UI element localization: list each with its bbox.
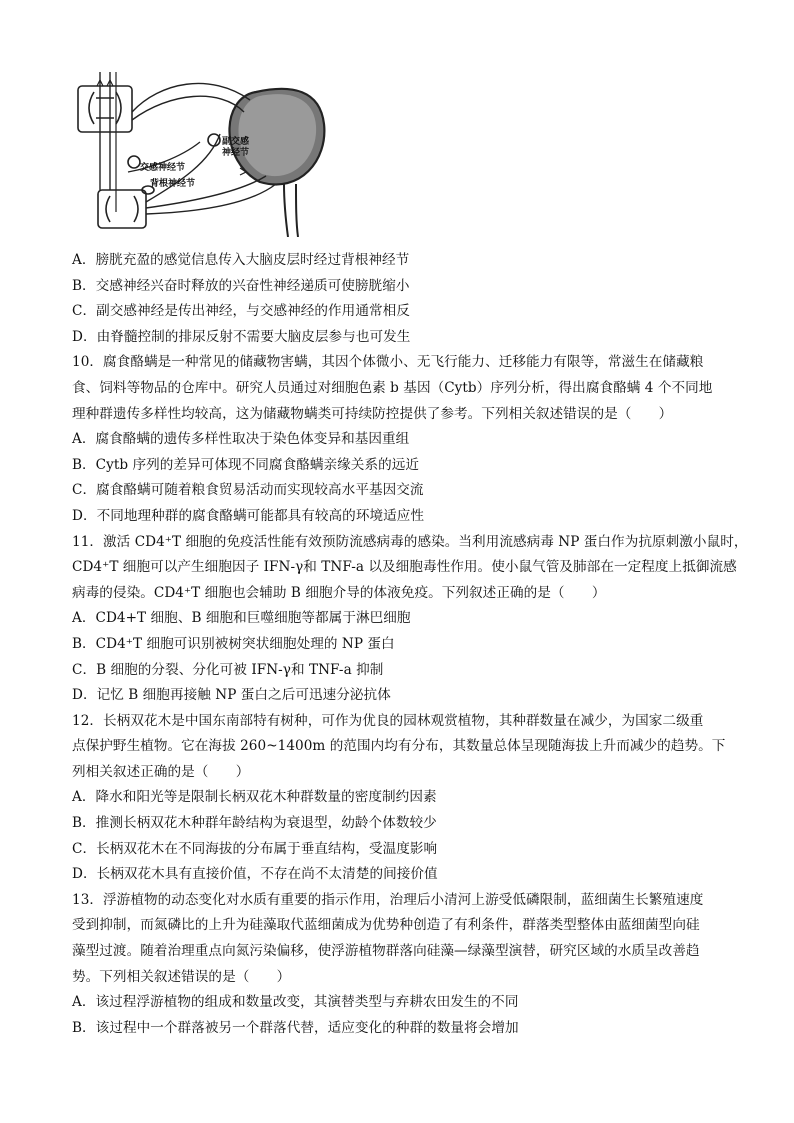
nerve-bladder-diagram — [70, 72, 330, 237]
question-13-line-4: 势。下列相关叙述错误的是（ ） — [72, 968, 291, 985]
label-dorsal-root-ganglion: 背根神经节 — [150, 179, 196, 189]
option-10d: D．不同地理种群的腐食酪螨可能都具有较高的环境适应性 — [72, 507, 425, 524]
option-9d: D．由脊髓控制的排尿反射不需要大脑皮层参与也可发生 — [72, 328, 411, 345]
label-sympathetic-ganglion: 交感神经节 — [140, 163, 186, 173]
option-10c: C．腐食酪螨可随着粮食贸易活动而实现较高水平基因交流 — [72, 482, 424, 499]
question-12-line-2: 点保护野生植物。它在海拔 260~1400m 的范围内均有分布，其数量总体呈现随海拔上升而减少的趋势。下 — [72, 738, 726, 755]
option-11b: B．CD4⁺T 细胞可识别被树突状细胞处理的 NP 蛋白 — [72, 635, 395, 652]
option-13b: B．该过程中一个群落被另一个群落代替，适应变化的种群的数量将会增加 — [72, 1019, 519, 1036]
question-11-line-1: 11．激活 CD4⁺T 细胞的免疫活性能有效预防流感病毒的感染。当利用流感病毒 NP 蛋白作为抗原刺激小鼠时， — [72, 533, 748, 550]
option-11a: A．CD4+T 细胞、B 细胞和巨噬细胞等都属于淋巴细胞 — [72, 610, 411, 627]
option-12a: A．降水和阳光等是限制长柄双花木种群数量的密度制约因素 — [72, 789, 437, 806]
option-12c: C．长柄双花木在不同海拔的分布属于垂直结构，受温度影响 — [72, 840, 438, 857]
option-10a: A．腐食酪螨的遗传多样性取决于染色体变异和基因重组 — [72, 431, 410, 448]
option-13a: A．该过程浮游植物的组成和数量改变，其演替类型与弃耕农田发生的不同 — [72, 994, 519, 1011]
question-10-line-2: 食、饲料等物品的仓库中。研究人员通过对细胞色素 b 基因（Cytb）序列分析，得出腐食酪螨 4 个不同地 — [72, 379, 713, 396]
label-parasympathetic-2: 神经节 — [222, 148, 250, 158]
question-11-line-2: CD4⁺T 细胞可以产生细胞因子 IFN-γ和 TNF-a 以及细胞毒性作用。使小鼠气管及肺部在一定程度上抵御流感 — [72, 559, 737, 576]
question-11-line-3: 病毒的侵染。CD4⁺T 细胞也会辅助 B 细胞介导的体液免疫。下列叙述正确的是（ ） — [72, 584, 606, 601]
question-13-line-3: 藻型过渡。随着治理重点向氮污染偏移，使浮游植物群落向硅藻—绿藻型演替，研究区域的水质呈改善趋 — [72, 943, 700, 960]
question-10-line-3: 理种群遗传多样性均较高，这为储藏物螨类可持续防控提供了参考。下列相关叙述错误的是（ ） — [72, 405, 673, 422]
option-12d: D．长柄双花木具有直接价值，不存在尚不太清楚的间接价值 — [72, 866, 438, 883]
sympathetic-ganglion — [128, 156, 140, 168]
question-12-line-3: 列相关叙述正确的是（ ） — [72, 763, 250, 780]
question-12-line-1: 12．长柄双花木是中国东南部特有树种，可作为优良的园林观赏植物，其种群数量在减少，为国家二级重 — [72, 712, 704, 729]
option-11d: D．记忆 B 细胞再接触 NP 蛋白之后可迅速分泌抗体 — [72, 687, 391, 704]
upper-spinal-section — [78, 86, 132, 132]
question-text — [72, 248, 748, 1041]
question-10-line-1: 10．腐食酪螨是一种常见的储藏物害螨，其因个体微小、无飞行能力、迁移能力有限等，常滋生在储藏粮 — [72, 354, 704, 371]
option-10b: B．Cytb 序列的差异可体现不同腐食酪螨亲缘关系的远近 — [72, 456, 420, 473]
label-parasympathetic-1: 副交感 — [222, 137, 250, 147]
option-11c: C．B 细胞的分裂、分化可被 IFN-γ和 TNF-a 抑制 — [72, 661, 384, 678]
option-12b: B．推测长柄双花木种群年龄结构为衰退型，幼龄个体数较少 — [72, 815, 437, 832]
option-9b: B．交感神经兴奋时释放的兴奋性神经递质可使膀胱缩小 — [72, 277, 410, 294]
option-9a: A．膀胱充盈的感觉信息传入大脑皮层时经过背根神经节 — [72, 252, 410, 268]
question-13-line-1: 13．浮游植物的动态变化对水质有重要的指示作用，治理后小清河上游受低磷限制，蓝细菌生长繁殖速度 — [72, 891, 704, 908]
question-13-line-2: 受到抑制，而氮磷比的上升为硅藻取代蓝细菌成为优势种创造了有利条件，群落类型整体由蓝细菌型向硅 — [72, 917, 700, 934]
option-9c: C．副交感神经是传出神经，与交感神经的作用通常相反 — [72, 303, 410, 320]
